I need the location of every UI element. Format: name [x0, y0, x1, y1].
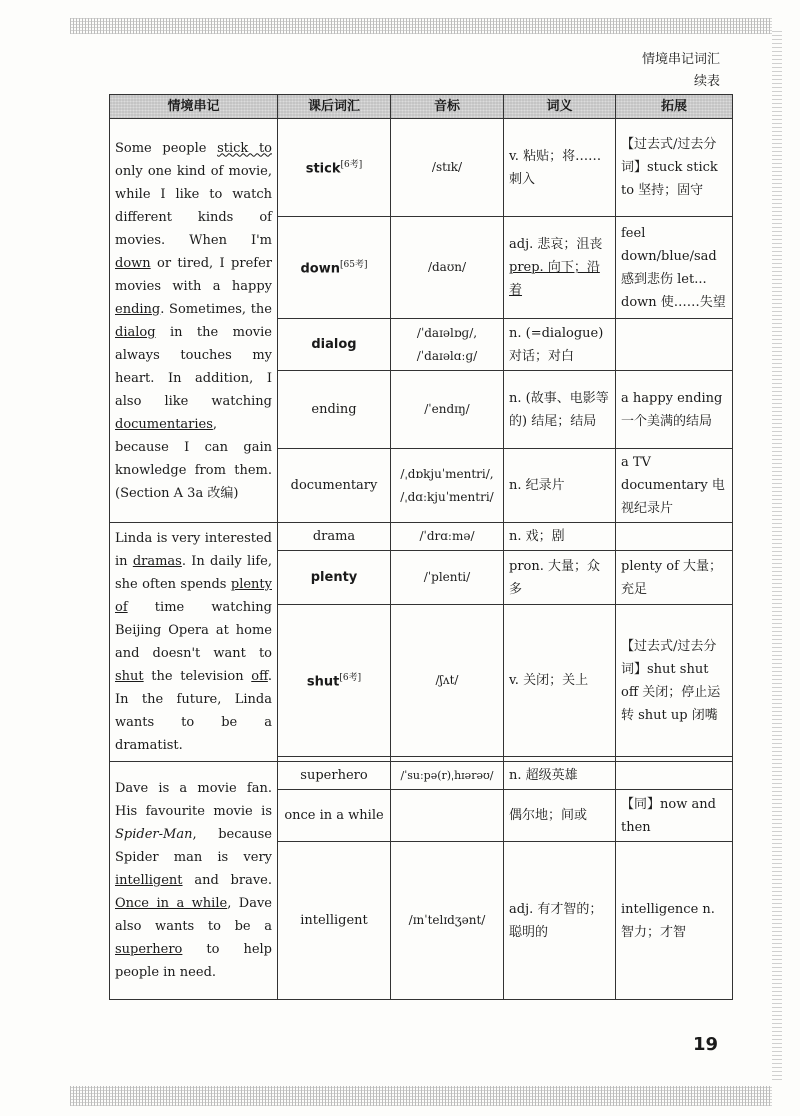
word-cell: down[65考]: [278, 217, 391, 319]
word-cell: shut[6考]: [278, 605, 391, 757]
table-row: [110, 523, 733, 551]
table-header-row: [110, 95, 733, 119]
story-passage-3: Dave is a movie fan. His favourite movie is Spider-Man, because Spider man is very intelligent and brave. Once in a while, Dave also wants to be a superhero to help people in need.: [110, 762, 278, 1000]
keyword: dramas: [132, 554, 182, 569]
table-continued-label: 续表: [693, 74, 720, 89]
vocabulary-table: [109, 94, 733, 1000]
right-decorative-band: [772, 30, 782, 1080]
phonetic-cell: [391, 790, 504, 842]
meaning-cell: n. (=dialogue) 对话；对白: [504, 319, 616, 371]
expand-cell: a TV documentary 电视纪录片: [616, 449, 733, 523]
phonetic-cell: /ʃʌt/: [391, 605, 504, 757]
expand-cell: [616, 762, 733, 790]
phonetic-cell: /daʊn/: [391, 217, 504, 319]
phonetic-cell: /ˈendɪŋ/: [391, 371, 504, 449]
col-header-meaning: 词义: [504, 95, 616, 119]
expand-cell: plenty of 大量；充足: [616, 551, 733, 605]
table-row: [110, 119, 733, 217]
story-passage-2: Linda is very interested in dramas. In daily life, she often spends plenty of time watching Beijing Opera at home and doesn't want to shut the television off. In the future, Linda wants to be a dramatist.: [110, 523, 278, 762]
keyword: documentaries: [115, 416, 213, 432]
keyword: intelligent: [115, 873, 183, 888]
keyword: Once in a while: [115, 896, 228, 911]
phonetic-cell: /ˌdɒkjuˈmentri/, /ˌdɑːkjuˈmentri/: [391, 449, 504, 523]
word-cell: dialog: [278, 319, 391, 371]
phonetic-cell: /ˈdaɪəlɒɡ/, /ˈdaɪəlɑːɡ/: [391, 319, 504, 371]
word-cell: ending: [278, 371, 391, 449]
expand-cell: a happy ending 一个美满的结局: [616, 371, 733, 449]
word-cell: stick[6考]: [278, 119, 391, 217]
expand-cell: 【过去式/过去分词】shut shut off 关闭；停止运转 shut up 闭嘴: [616, 605, 733, 757]
meaning-cell: pron. 大量；众多: [504, 551, 616, 605]
word-cell: drama: [278, 523, 391, 551]
keyword: superhero: [115, 942, 183, 957]
story-passage-1: Some people stick to only one kind of movie, while I like to watch different kinds of movies. When I'm down or tired, I prefer movies with a happy ending. Sometimes, the dialog in the movie always touches my heart. In addition, I also like watching documentaries, because I can gain knowledge from them. (Section A 3a 改编): [110, 119, 278, 523]
phonetic-cell: /stɪk/: [391, 119, 504, 217]
col-header-word: 课后词汇: [278, 95, 391, 119]
expand-cell: 【过去式/过去分词】stuck stick to 坚持；固守: [616, 119, 733, 217]
col-header-expand: 拓展: [616, 95, 733, 119]
keyword: shut: [115, 669, 144, 684]
expand-cell: [616, 523, 733, 551]
expand-cell: 【同】now and then: [616, 790, 733, 842]
section-header: 情境串记词汇: [641, 52, 720, 67]
table-row: [110, 762, 733, 790]
phonetic-cell: /ˈsuːpə(r)ˌhɪərəʊ/: [391, 762, 504, 790]
phonetic-cell: /ˈplenti/: [391, 551, 504, 605]
bottom-decorative-band: [70, 1086, 772, 1106]
keyword: stick to: [217, 140, 272, 156]
keyword: down: [115, 255, 151, 271]
phonetic-cell: /ˈdrɑːmə/: [391, 523, 504, 551]
meaning-cell: adj. 悲哀；沮丧 prep. 向下；沿着: [504, 217, 616, 319]
page-number: 19: [692, 1034, 718, 1055]
expand-cell: intelligence n. 智力；才智: [616, 842, 733, 1000]
meaning-cell: n. (故事、电影等的) 结尾；结局: [504, 371, 616, 449]
col-header-phonetic: 音标: [391, 95, 504, 119]
meaning-cell: v. 粘贴；将……刺入: [504, 119, 616, 217]
keyword: plenty of: [115, 577, 272, 615]
meaning-cell: v. 关闭；关上: [504, 605, 616, 757]
word-cell: plenty: [278, 551, 391, 605]
word-cell: documentary: [278, 449, 391, 523]
meaning-cell: n. 戏；剧: [504, 523, 616, 551]
keyword: ending: [115, 301, 161, 317]
meaning-cell: n. 超级英雄: [504, 762, 616, 790]
word-cell: intelligent: [278, 842, 391, 1000]
top-decorative-band: [70, 18, 772, 34]
keyword: off: [251, 669, 268, 684]
word-cell: superhero: [278, 762, 391, 790]
word-cell: once in a while: [278, 790, 391, 842]
keyword: dialog: [115, 324, 156, 340]
expand-cell: feel down/blue/sad 感到悲伤 let... down 使……失望: [616, 217, 733, 319]
col-header-story: 情境串记: [110, 95, 278, 119]
meaning-cell: 偶尔地；间或: [504, 790, 616, 842]
expand-cell: [616, 319, 733, 371]
meaning-cell: n. 纪录片: [504, 449, 616, 523]
phonetic-cell: /ɪnˈtelɪdʒənt/: [391, 842, 504, 1000]
meaning-cell: adj. 有才智的；聪明的: [504, 842, 616, 1000]
